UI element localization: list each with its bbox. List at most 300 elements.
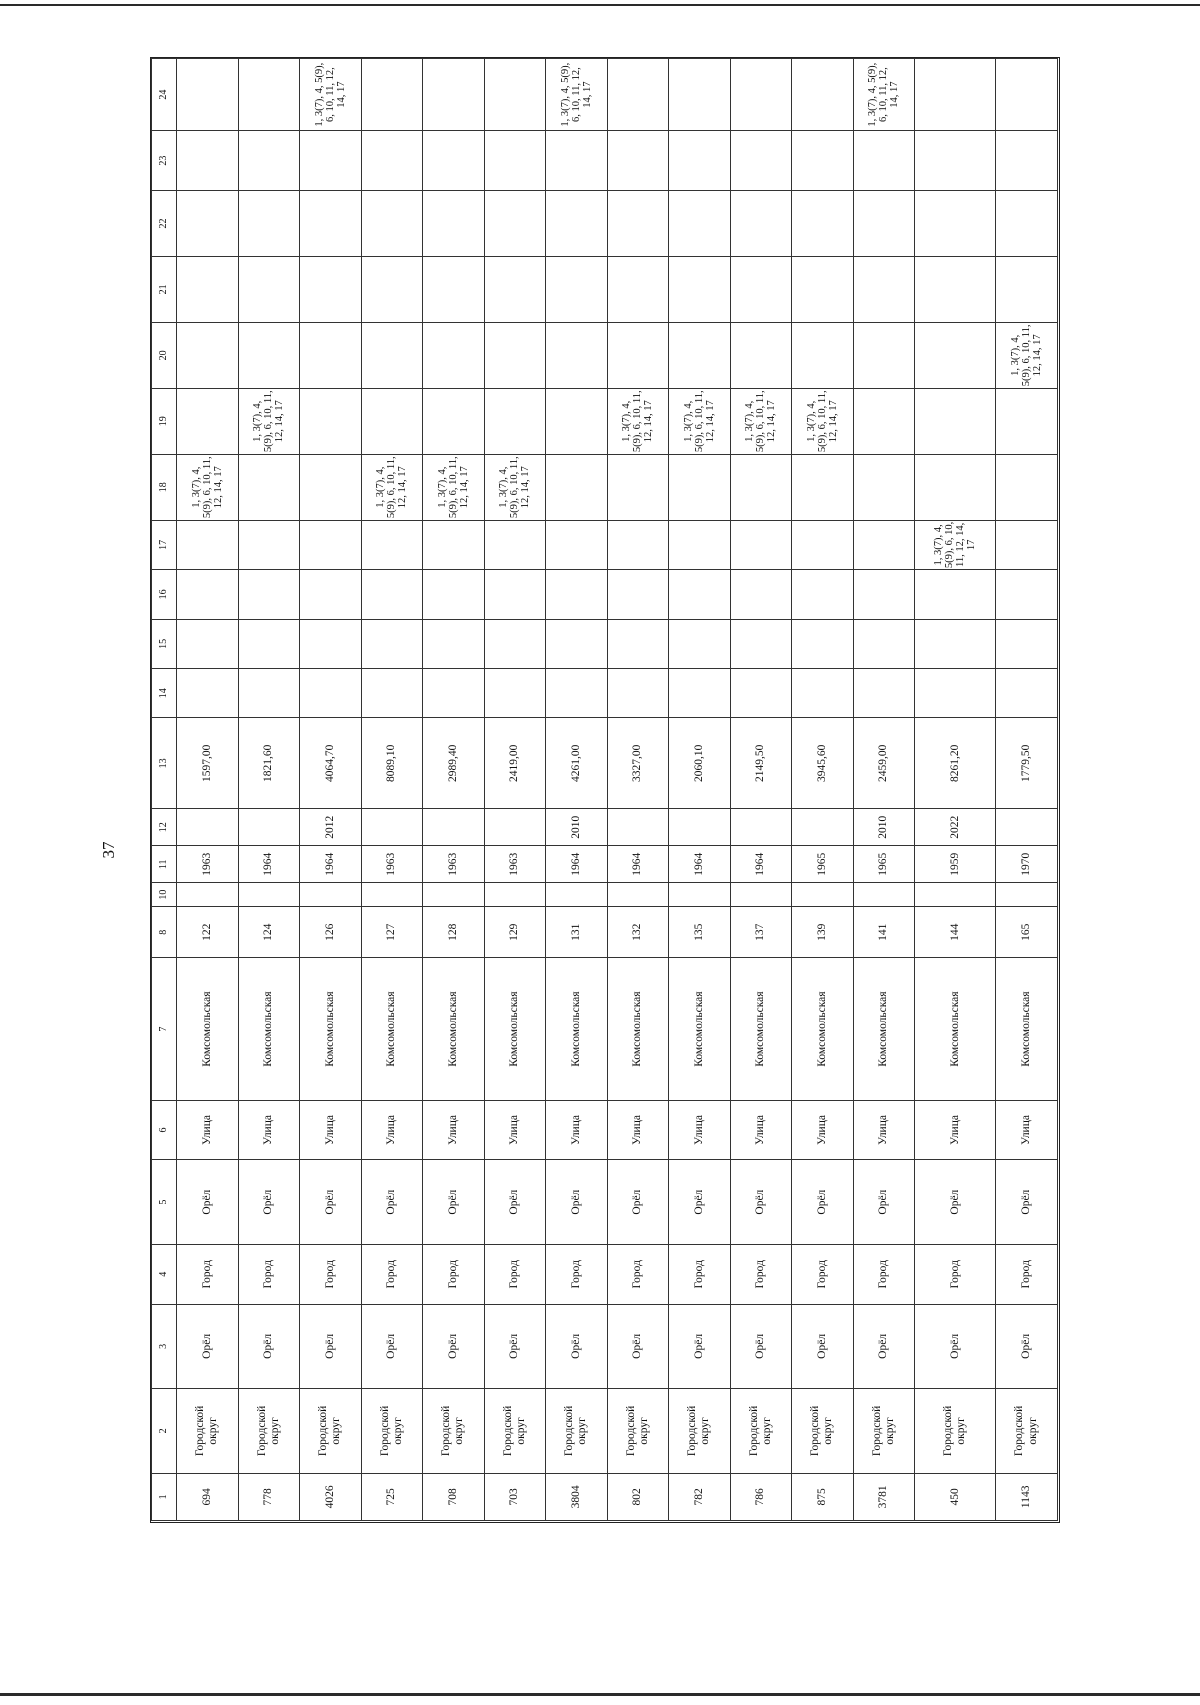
cell-col-7: Комсомольская bbox=[853, 958, 915, 1100]
cell-col-7: Комсомольская bbox=[792, 958, 854, 1100]
column-header-14: 14 bbox=[152, 669, 177, 718]
cell-col-18 bbox=[915, 454, 996, 520]
cell-col-1: 4026 bbox=[300, 1473, 362, 1520]
cell-col-13: 4064,70 bbox=[300, 718, 362, 809]
cell-col-13: 3945,60 bbox=[792, 718, 854, 809]
cell-col-18 bbox=[853, 454, 915, 520]
column-header-12: 12 bbox=[152, 809, 177, 846]
cell-col-16 bbox=[996, 570, 1058, 619]
cell-col-12 bbox=[669, 809, 731, 846]
cell-col-16 bbox=[730, 570, 792, 619]
cell-col-19: 1, 3(7), 4, 5(9), 6, 10, 11, 12, 14, 17 bbox=[607, 388, 669, 454]
cell-col-22 bbox=[361, 190, 423, 256]
cell-col-10 bbox=[996, 883, 1058, 907]
cell-col-6: Улица bbox=[996, 1100, 1058, 1160]
cell-col-16 bbox=[607, 570, 669, 619]
table-row bbox=[669, 59, 731, 1521]
cell-col-18 bbox=[730, 454, 792, 520]
cell-col-4: Город bbox=[996, 1244, 1058, 1304]
cell-col-22 bbox=[177, 190, 239, 256]
cell-col-8: 124 bbox=[238, 906, 300, 958]
cell-col-24 bbox=[996, 59, 1058, 131]
cell-col-8: 165 bbox=[996, 906, 1058, 958]
cell-col-19 bbox=[423, 388, 485, 454]
cell-col-18 bbox=[546, 454, 608, 520]
cell-col-21 bbox=[607, 256, 669, 322]
cell-col-1: 782 bbox=[669, 1473, 731, 1520]
cell-col-11: 1970 bbox=[996, 846, 1058, 883]
column-header-10: 10 bbox=[152, 883, 177, 907]
cell-col-24 bbox=[361, 59, 423, 131]
cell-col-15 bbox=[423, 619, 485, 668]
cell-col-2: Городской округ bbox=[177, 1389, 239, 1473]
scan-edge-top bbox=[0, 4, 1200, 6]
cell-col-17 bbox=[300, 520, 362, 569]
cell-col-5: Орёл bbox=[361, 1160, 423, 1244]
cell-col-10 bbox=[915, 883, 996, 907]
cell-col-17 bbox=[484, 520, 546, 569]
cell-col-2: Городской округ bbox=[730, 1389, 792, 1473]
table-row bbox=[996, 59, 1058, 1521]
cell-col-3: Орёл bbox=[423, 1304, 485, 1388]
cell-col-10 bbox=[484, 883, 546, 907]
cell-col-1: 694 bbox=[177, 1473, 239, 1520]
cell-col-15 bbox=[300, 619, 362, 668]
cell-col-15 bbox=[915, 619, 996, 668]
cell-col-3: Орёл bbox=[177, 1304, 239, 1388]
cell-col-8: 144 bbox=[915, 906, 996, 958]
cell-col-24 bbox=[238, 59, 300, 131]
cell-col-21 bbox=[996, 256, 1058, 322]
cell-col-20 bbox=[361, 322, 423, 388]
cell-col-23 bbox=[484, 131, 546, 191]
cell-col-23 bbox=[177, 131, 239, 191]
cell-col-14 bbox=[361, 669, 423, 718]
cell-col-17 bbox=[792, 520, 854, 569]
cell-col-8: 122 bbox=[177, 906, 239, 958]
cell-col-14 bbox=[546, 669, 608, 718]
cell-col-20 bbox=[546, 322, 608, 388]
cell-col-16 bbox=[546, 570, 608, 619]
cell-col-20 bbox=[669, 322, 731, 388]
cell-col-6: Улица bbox=[792, 1100, 854, 1160]
cell-col-5: Орёл bbox=[546, 1160, 608, 1244]
cell-col-20 bbox=[853, 322, 915, 388]
cell-col-13: 1779,50 bbox=[996, 718, 1058, 809]
cell-col-12 bbox=[730, 809, 792, 846]
cell-col-17 bbox=[423, 520, 485, 569]
cell-col-20 bbox=[484, 322, 546, 388]
cell-col-19: 1, 3(7), 4, 5(9), 6, 10, 11, 12, 14, 17 bbox=[669, 388, 731, 454]
cell-col-24 bbox=[484, 59, 546, 131]
table-row bbox=[853, 59, 915, 1521]
cell-col-15 bbox=[361, 619, 423, 668]
cell-col-20 bbox=[915, 322, 996, 388]
cell-col-16 bbox=[300, 570, 362, 619]
cell-col-21 bbox=[361, 256, 423, 322]
cell-col-10 bbox=[300, 883, 362, 907]
cell-col-23 bbox=[792, 131, 854, 191]
column-header-21: 21 bbox=[152, 256, 177, 322]
cell-col-12 bbox=[996, 809, 1058, 846]
cell-col-5: Орёл bbox=[177, 1160, 239, 1244]
cell-col-6: Улица bbox=[915, 1100, 996, 1160]
column-header-24: 24 bbox=[152, 59, 177, 131]
cell-col-24 bbox=[792, 59, 854, 131]
registry-table bbox=[151, 58, 1058, 1521]
cell-col-7: Комсомольская bbox=[423, 958, 485, 1100]
cell-col-10 bbox=[238, 883, 300, 907]
cell-col-3: Орёл bbox=[915, 1304, 996, 1388]
cell-col-14 bbox=[300, 669, 362, 718]
cell-col-21 bbox=[546, 256, 608, 322]
cell-col-24 bbox=[423, 59, 485, 131]
cell-col-22 bbox=[730, 190, 792, 256]
cell-col-3: Орёл bbox=[996, 1304, 1058, 1388]
cell-col-12 bbox=[238, 809, 300, 846]
cell-col-17 bbox=[669, 520, 731, 569]
scan-edge-bottom bbox=[0, 1693, 1200, 1696]
cell-col-1: 3781 bbox=[853, 1473, 915, 1520]
cell-col-14 bbox=[177, 669, 239, 718]
cell-col-13: 1821,60 bbox=[238, 718, 300, 809]
cell-col-19 bbox=[177, 388, 239, 454]
cell-col-3: Орёл bbox=[853, 1304, 915, 1388]
cell-col-7: Комсомольская bbox=[238, 958, 300, 1100]
cell-col-13: 2459,00 bbox=[853, 718, 915, 809]
cell-col-15 bbox=[546, 619, 608, 668]
cell-col-8: 139 bbox=[792, 906, 854, 958]
column-header-8: 8 bbox=[152, 906, 177, 958]
cell-col-11: 1963 bbox=[484, 846, 546, 883]
cell-col-6: Улица bbox=[730, 1100, 792, 1160]
cell-col-22 bbox=[792, 190, 854, 256]
cell-col-16 bbox=[361, 570, 423, 619]
cell-col-3: Орёл bbox=[484, 1304, 546, 1388]
cell-col-2: Городской округ bbox=[546, 1389, 608, 1473]
cell-col-3: Орёл bbox=[361, 1304, 423, 1388]
cell-col-17 bbox=[996, 520, 1058, 569]
cell-col-4: Город bbox=[238, 1244, 300, 1304]
cell-col-2: Городской округ bbox=[792, 1389, 854, 1473]
cell-col-3: Орёл bbox=[607, 1304, 669, 1388]
cell-col-11: 1964 bbox=[300, 846, 362, 883]
cell-col-21 bbox=[853, 256, 915, 322]
cell-col-17 bbox=[730, 520, 792, 569]
cell-col-8: 128 bbox=[423, 906, 485, 958]
cell-col-24: 1, 3(7), 4, 5(9), 6, 10, 11, 12, 14, 17 bbox=[853, 59, 915, 131]
page-number: 37 bbox=[99, 841, 118, 859]
cell-col-8: 131 bbox=[546, 906, 608, 958]
cell-col-1: 1143 bbox=[996, 1473, 1058, 1520]
cell-col-4: Город bbox=[361, 1244, 423, 1304]
cell-col-2: Городской округ bbox=[484, 1389, 546, 1473]
cell-col-20 bbox=[730, 322, 792, 388]
cell-col-7: Комсомольская bbox=[915, 958, 996, 1100]
cell-col-23 bbox=[300, 131, 362, 191]
cell-col-18: 1, 3(7), 4, 5(9), 6, 10, 11, 12, 14, 17 bbox=[361, 454, 423, 520]
cell-col-15 bbox=[730, 619, 792, 668]
cell-col-8: 137 bbox=[730, 906, 792, 958]
cell-col-16 bbox=[915, 570, 996, 619]
column-header-3: 3 bbox=[152, 1304, 177, 1388]
cell-col-16 bbox=[669, 570, 731, 619]
cell-col-24 bbox=[177, 59, 239, 131]
cell-col-14 bbox=[915, 669, 996, 718]
cell-col-4: Город bbox=[177, 1244, 239, 1304]
cell-col-15 bbox=[853, 619, 915, 668]
cell-col-11: 1964 bbox=[238, 846, 300, 883]
cell-col-1: 450 bbox=[915, 1473, 996, 1520]
cell-col-2: Городской округ bbox=[996, 1389, 1058, 1473]
cell-col-24 bbox=[669, 59, 731, 131]
cell-col-21 bbox=[300, 256, 362, 322]
table-row bbox=[423, 59, 485, 1521]
cell-col-1: 3804 bbox=[546, 1473, 608, 1520]
cell-col-10 bbox=[730, 883, 792, 907]
cell-col-16 bbox=[484, 570, 546, 619]
cell-col-11: 1959 bbox=[915, 846, 996, 883]
cell-col-1: 802 bbox=[607, 1473, 669, 1520]
column-header-1: 1 bbox=[152, 1473, 177, 1520]
cell-col-11: 1963 bbox=[361, 846, 423, 883]
rotated-table-container bbox=[151, 58, 1058, 1521]
cell-col-7: Комсомольская bbox=[361, 958, 423, 1100]
cell-col-15 bbox=[996, 619, 1058, 668]
cell-col-3: Орёл bbox=[300, 1304, 362, 1388]
cell-col-15 bbox=[607, 619, 669, 668]
cell-col-16 bbox=[423, 570, 485, 619]
cell-col-12 bbox=[792, 809, 854, 846]
cell-col-10 bbox=[177, 883, 239, 907]
cell-col-11: 1964 bbox=[730, 846, 792, 883]
cell-col-5: Орёл bbox=[238, 1160, 300, 1244]
cell-col-22 bbox=[546, 190, 608, 256]
cell-col-7: Комсомольская bbox=[996, 958, 1058, 1100]
cell-col-10 bbox=[792, 883, 854, 907]
cell-col-4: Город bbox=[853, 1244, 915, 1304]
cell-col-17 bbox=[607, 520, 669, 569]
cell-col-18: 1, 3(7), 4, 5(9), 6, 10, 11, 12, 14, 17 bbox=[484, 454, 546, 520]
cell-col-19: 1, 3(7), 4, 5(9), 6, 10, 11, 12, 14, 17 bbox=[792, 388, 854, 454]
cell-col-19 bbox=[853, 388, 915, 454]
cell-col-10 bbox=[546, 883, 608, 907]
cell-col-18 bbox=[300, 454, 362, 520]
cell-col-2: Городской округ bbox=[361, 1389, 423, 1473]
column-header-4: 4 bbox=[152, 1244, 177, 1304]
cell-col-24: 1, 3(7), 4, 5(9), 6, 10, 11, 12, 14, 17 bbox=[300, 59, 362, 131]
cell-col-6: Улица bbox=[300, 1100, 362, 1160]
cell-col-24 bbox=[730, 59, 792, 131]
cell-col-2: Городской округ bbox=[423, 1389, 485, 1473]
cell-col-7: Комсомольская bbox=[730, 958, 792, 1100]
column-header-16: 16 bbox=[152, 570, 177, 619]
cell-col-1: 725 bbox=[361, 1473, 423, 1520]
cell-col-20 bbox=[423, 322, 485, 388]
cell-col-20 bbox=[792, 322, 854, 388]
cell-col-24: 1, 3(7), 4, 5(9), 6, 10, 11, 12, 14, 17 bbox=[546, 59, 608, 131]
cell-col-6: Улица bbox=[546, 1100, 608, 1160]
cell-col-1: 708 bbox=[423, 1473, 485, 1520]
cell-col-10 bbox=[853, 883, 915, 907]
cell-col-12: 2012 bbox=[300, 809, 362, 846]
cell-col-8: 135 bbox=[669, 906, 731, 958]
cell-col-13: 4261,00 bbox=[546, 718, 608, 809]
cell-col-13: 1597,00 bbox=[177, 718, 239, 809]
cell-col-18 bbox=[607, 454, 669, 520]
cell-col-14 bbox=[423, 669, 485, 718]
table-row bbox=[730, 59, 792, 1521]
cell-col-6: Улица bbox=[607, 1100, 669, 1160]
cell-col-15 bbox=[792, 619, 854, 668]
cell-col-13: 2989,40 bbox=[423, 718, 485, 809]
cell-col-5: Орёл bbox=[300, 1160, 362, 1244]
cell-col-16 bbox=[792, 570, 854, 619]
table-row bbox=[238, 59, 300, 1521]
cell-col-17 bbox=[361, 520, 423, 569]
column-header-15: 15 bbox=[152, 619, 177, 668]
registry-table-frame bbox=[150, 57, 1060, 1523]
cell-col-12 bbox=[177, 809, 239, 846]
column-header-6: 6 bbox=[152, 1100, 177, 1160]
cell-col-12: 2022 bbox=[915, 809, 996, 846]
cell-col-13: 2060,10 bbox=[669, 718, 731, 809]
cell-col-13: 2149,50 bbox=[730, 718, 792, 809]
cell-col-12 bbox=[607, 809, 669, 846]
cell-col-18 bbox=[669, 454, 731, 520]
cell-col-21 bbox=[484, 256, 546, 322]
cell-col-18 bbox=[238, 454, 300, 520]
cell-col-10 bbox=[669, 883, 731, 907]
cell-col-4: Город bbox=[546, 1244, 608, 1304]
cell-col-2: Городской округ bbox=[915, 1389, 996, 1473]
cell-col-12 bbox=[423, 809, 485, 846]
cell-col-12: 2010 bbox=[546, 809, 608, 846]
cell-col-24 bbox=[607, 59, 669, 131]
cell-col-6: Улица bbox=[484, 1100, 546, 1160]
cell-col-22 bbox=[996, 190, 1058, 256]
cell-col-19: 1, 3(7), 4, 5(9), 6, 10, 11, 12, 14, 17 bbox=[238, 388, 300, 454]
cell-col-23 bbox=[546, 131, 608, 191]
cell-col-4: Город bbox=[792, 1244, 854, 1304]
cell-col-14 bbox=[792, 669, 854, 718]
table-row bbox=[607, 59, 669, 1521]
cell-col-15 bbox=[484, 619, 546, 668]
cell-col-23 bbox=[607, 131, 669, 191]
cell-col-23 bbox=[669, 131, 731, 191]
cell-col-5: Орёл bbox=[423, 1160, 485, 1244]
cell-col-11: 1963 bbox=[423, 846, 485, 883]
cell-col-15 bbox=[177, 619, 239, 668]
cell-col-15 bbox=[669, 619, 731, 668]
cell-col-13: 3327,00 bbox=[607, 718, 669, 809]
cell-col-7: Комсомольская bbox=[669, 958, 731, 1100]
column-header-7: 7 bbox=[152, 958, 177, 1100]
cell-col-13: 2419,00 bbox=[484, 718, 546, 809]
column-header-22: 22 bbox=[152, 190, 177, 256]
cell-col-23 bbox=[853, 131, 915, 191]
cell-col-20 bbox=[607, 322, 669, 388]
cell-col-7: Комсомольская bbox=[607, 958, 669, 1100]
table-row bbox=[792, 59, 854, 1521]
cell-col-6: Улица bbox=[238, 1100, 300, 1160]
column-header-18: 18 bbox=[152, 454, 177, 520]
cell-col-2: Городской округ bbox=[300, 1389, 362, 1473]
cell-col-4: Город bbox=[484, 1244, 546, 1304]
column-header-2: 2 bbox=[152, 1389, 177, 1473]
cell-col-14 bbox=[730, 669, 792, 718]
cell-col-21 bbox=[177, 256, 239, 322]
column-header-20: 20 bbox=[152, 322, 177, 388]
cell-col-22 bbox=[238, 190, 300, 256]
cell-col-19: 1, 3(7), 4, 5(9), 6, 10, 11, 12, 14, 17 bbox=[730, 388, 792, 454]
cell-col-5: Орёл bbox=[996, 1160, 1058, 1244]
cell-col-6: Улица bbox=[361, 1100, 423, 1160]
cell-col-8: 141 bbox=[853, 906, 915, 958]
cell-col-11: 1964 bbox=[669, 846, 731, 883]
cell-col-17 bbox=[177, 520, 239, 569]
cell-col-11: 1964 bbox=[546, 846, 608, 883]
cell-col-6: Улица bbox=[423, 1100, 485, 1160]
cell-col-17 bbox=[853, 520, 915, 569]
cell-col-13: 8261,20 bbox=[915, 718, 996, 809]
cell-col-14 bbox=[669, 669, 731, 718]
cell-col-2: Городской округ bbox=[238, 1389, 300, 1473]
cell-col-6: Улица bbox=[177, 1100, 239, 1160]
cell-col-22 bbox=[484, 190, 546, 256]
cell-col-5: Орёл bbox=[484, 1160, 546, 1244]
cell-col-13: 8089,10 bbox=[361, 718, 423, 809]
cell-col-11: 1965 bbox=[853, 846, 915, 883]
cell-col-10 bbox=[361, 883, 423, 907]
cell-col-19 bbox=[300, 388, 362, 454]
cell-col-20: 1, 3(7), 4, 5(9), 6, 10, 11, 12, 14, 17 bbox=[996, 322, 1058, 388]
cell-col-18: 1, 3(7), 4, 5(9), 6, 10, 11, 12, 14, 17 bbox=[423, 454, 485, 520]
cell-col-22 bbox=[669, 190, 731, 256]
cell-col-12 bbox=[361, 809, 423, 846]
cell-col-21 bbox=[238, 256, 300, 322]
cell-col-1: 778 bbox=[238, 1473, 300, 1520]
cell-col-14 bbox=[853, 669, 915, 718]
cell-col-5: Орёл bbox=[915, 1160, 996, 1244]
cell-col-23 bbox=[730, 131, 792, 191]
cell-col-16 bbox=[238, 570, 300, 619]
cell-col-1: 703 bbox=[484, 1473, 546, 1520]
cell-col-11: 1963 bbox=[177, 846, 239, 883]
cell-col-2: Городской округ bbox=[853, 1389, 915, 1473]
cell-col-5: Орёл bbox=[607, 1160, 669, 1244]
table-row bbox=[177, 59, 239, 1521]
cell-col-21 bbox=[423, 256, 485, 322]
cell-col-20 bbox=[177, 322, 239, 388]
cell-col-21 bbox=[669, 256, 731, 322]
cell-col-1: 875 bbox=[792, 1473, 854, 1520]
cell-col-23 bbox=[238, 131, 300, 191]
cell-col-3: Орёл bbox=[546, 1304, 608, 1388]
cell-col-12: 2010 bbox=[853, 809, 915, 846]
cell-col-7: Комсомольская bbox=[177, 958, 239, 1100]
column-header-19: 19 bbox=[152, 388, 177, 454]
cell-col-17 bbox=[546, 520, 608, 569]
cell-col-3: Орёл bbox=[669, 1304, 731, 1388]
cell-col-18: 1, 3(7), 4, 5(9), 6, 10, 11, 12, 14, 17 bbox=[177, 454, 239, 520]
cell-col-14 bbox=[607, 669, 669, 718]
cell-col-5: Орёл bbox=[669, 1160, 731, 1244]
cell-col-16 bbox=[853, 570, 915, 619]
cell-col-21 bbox=[730, 256, 792, 322]
cell-col-8: 126 bbox=[300, 906, 362, 958]
table-row bbox=[300, 59, 362, 1521]
